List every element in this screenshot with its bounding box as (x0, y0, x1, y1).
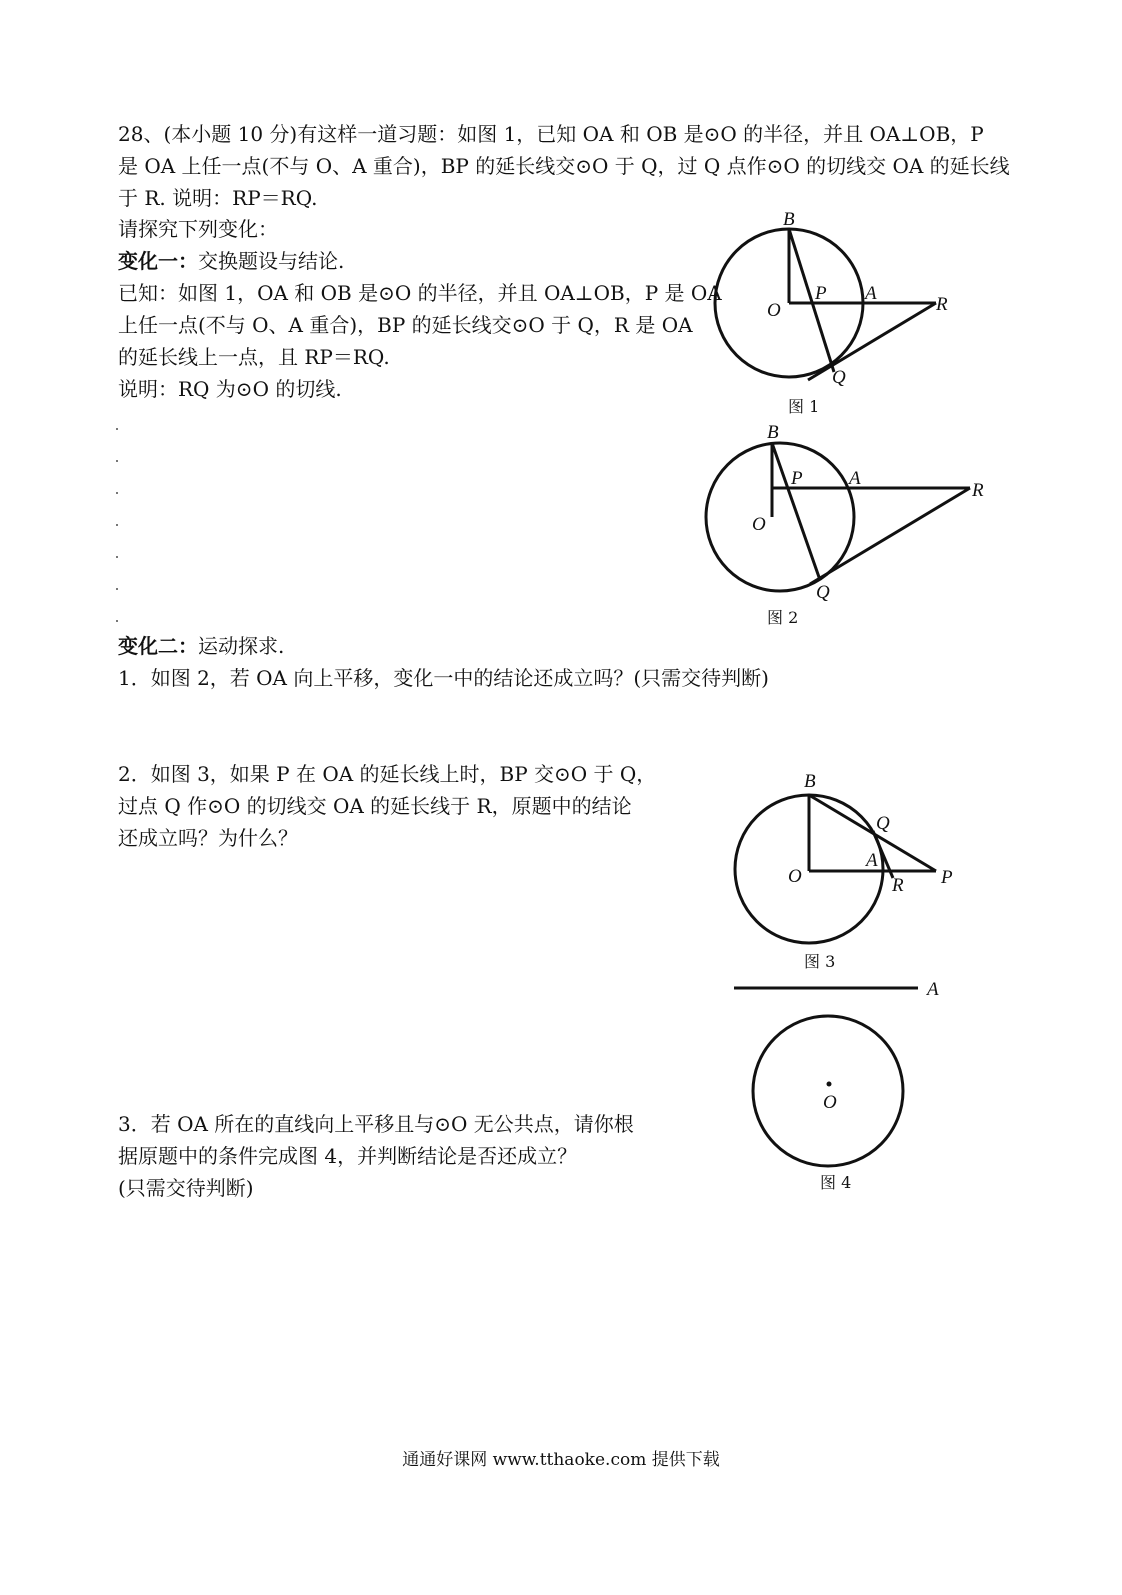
figure-2-caption: 图 2 (767, 608, 799, 627)
figure-3-label-o: O (788, 866, 802, 887)
question-3-line-2: 据原题中的条件完成图 4，并判断结论是否还成立？ (118, 1144, 578, 1168)
figure-3-label-p: P (941, 867, 953, 888)
question-2-line-1: 2．如图 3，如果 P 在 OA 的延长线上时，BP 交⊙O 于 Q， (118, 762, 657, 786)
figure-3-label-a: A (866, 850, 878, 871)
variation1-line-4: 说明：RQ 为⊙O 的切线. (118, 377, 342, 401)
figure-4-center-point (827, 1082, 832, 1087)
question-3-line-1: 3．若 OA 所在的直线向上平移且与⊙O 无公共点，请你根 (118, 1112, 634, 1136)
figure-4-caption: 图 4 (820, 1173, 852, 1192)
problem-line-1: 28、(本小题 10 分)有这样一道习题：如图 1，已知 OA 和 OB 是⊙O 的半径，并且 OA⊥OB，P (118, 122, 984, 146)
figure-3-label-b: B (804, 771, 816, 792)
variation1-line-1: 已知：如图 1，OA 和 OB 是⊙O 的半径，并且 OA⊥OB，P 是 OA (118, 281, 722, 305)
figure-2-line-rq (810, 488, 970, 584)
problem-line-4: 请探究下列变化： (118, 217, 278, 241)
figure-1-caption: 图 1 (788, 397, 820, 416)
figure-4-drawing (734, 988, 918, 1166)
figure-3-drawing (735, 795, 936, 943)
question-1: 1．如图 2，若 OA 向上平移，变化一中的结论还成立吗？(只需交待判断) (118, 666, 769, 690)
figure-1-label-q: Q (832, 367, 846, 388)
figure-2-label-b: B (767, 422, 779, 443)
figure-3-caption: 图 3 (804, 952, 836, 971)
figure-1-label-o: O (767, 300, 781, 321)
figure-1-label-b: B (783, 209, 795, 230)
figure-2-drawing (706, 443, 970, 591)
problem-line-3: 于 R. 说明：RP＝RQ. (118, 186, 318, 210)
question-2-line-2: 过点 Q 作⊙O 的切线交 OA 的延长线于 R，原题中的结论 (118, 794, 632, 818)
figure-2-label-a: A (849, 468, 861, 489)
page-footer: 通通好课网 www.tthaoke.com 提供下载 (402, 1450, 720, 1470)
figure-3-label-q: Q (876, 813, 890, 834)
figure-1-line-bq (789, 229, 834, 372)
figure-2-line-bq (772, 443, 820, 580)
question-3-line-3: (只需交待判断) (118, 1176, 254, 1200)
variation1-line-2: 上任一点(不与 O、A 重合)，BP 的延长线交⊙O 于 Q，R 是 OA (118, 313, 693, 337)
figure-4-label-o: O (823, 1092, 837, 1113)
figure-4-label-a: A (927, 979, 939, 1000)
variation2-heading: 变化二： (118, 634, 198, 658)
figure-2-label-o: O (752, 514, 766, 535)
figure-3-label-r: R (892, 875, 904, 896)
figure-1-label-r: R (936, 294, 948, 315)
figure-1-label-a: A (865, 283, 877, 304)
figure-4-circle (753, 1016, 903, 1166)
variation1-line-3: 的延长线上一点，且 RP＝RQ. (118, 345, 390, 369)
variation2-heading-rest: 运动探求. (198, 634, 285, 658)
figure-2-label-q: Q (816, 582, 830, 603)
figure-1-tangent-rq (808, 303, 936, 380)
figure-1-drawing (715, 229, 936, 380)
figure-1-label-p: P (815, 283, 827, 304)
variation1-heading-rest: 交换题设与结论. (198, 249, 345, 273)
question-2-line-3: 还成立吗？为什么？ (118, 826, 298, 850)
variation1-heading: 变化一： (118, 249, 198, 273)
figure-2-label-p: P (791, 468, 803, 489)
figure-2-label-r: R (972, 480, 984, 501)
problem-line-2: 是 OA 上任一点(不与 O、A 重合)，BP 的延长线交⊙O 于 Q，过 Q 点作⊙O 的切线交 OA 的延长线 (118, 154, 1010, 178)
